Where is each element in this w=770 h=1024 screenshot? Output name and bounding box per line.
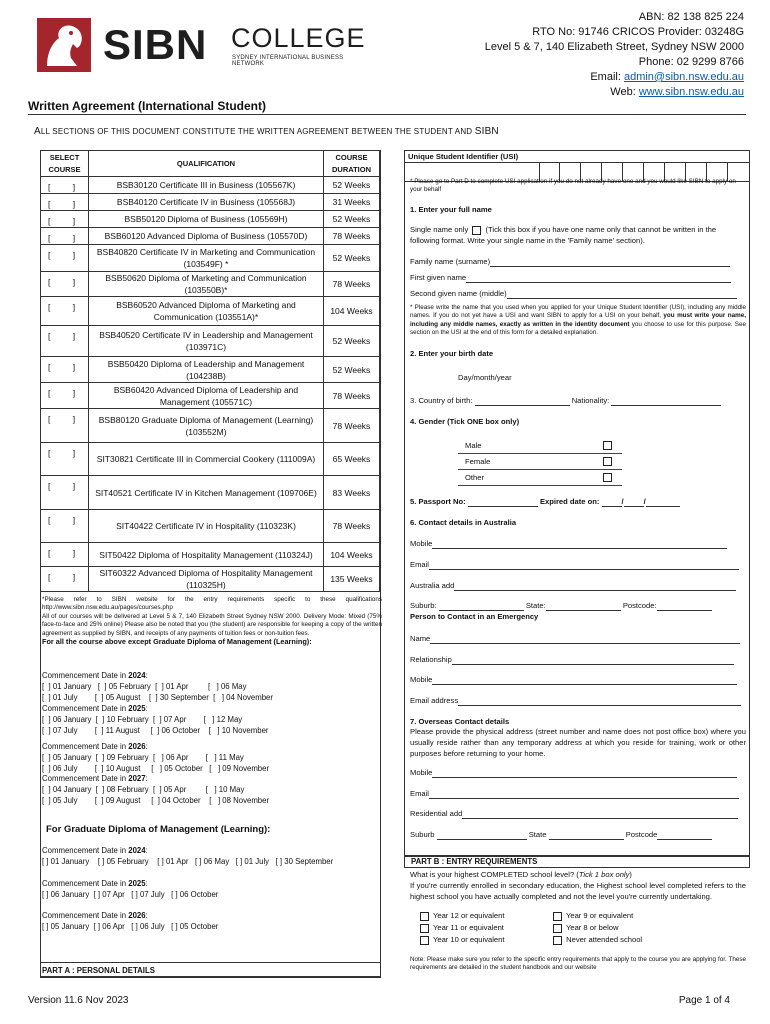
logo-college: COLLEGE — [231, 23, 366, 53]
duration-cell: 52 Weeks — [324, 357, 380, 383]
note-all-courses: For all the course above except Graduate Diploma of Management (Learning): — [42, 637, 312, 647]
year11-checkbox[interactable] — [420, 924, 429, 933]
overseas-email-field[interactable]: Email — [410, 788, 746, 799]
commencement-2026[interactable]: Commencement Date in 2026: [ ] 05 January [ ] 09 February [ ] 06 Apr [ ] 11 May [ ] 06 July [ ] 10 August [ ] 05 October [ ] 09 November — [42, 742, 270, 773]
year11-option[interactable]: Year 11 or equivalent — [418, 922, 558, 933]
email-field[interactable]: Email — [410, 559, 746, 570]
qualification-table — [40, 150, 380, 592]
usi-label: Unique Student Identifier (USI) — [408, 152, 519, 161]
select-course-box[interactable]: [ ] — [41, 357, 89, 383]
section-gender: 4. Gender (Tick ONE box only) — [410, 417, 520, 426]
single-name-checkbox[interactable] — [472, 226, 481, 235]
female-checkbox[interactable] — [603, 457, 612, 466]
logo-brand: SIBN — [103, 21, 208, 68]
course-notes — [42, 596, 382, 647]
year8-checkbox[interactable] — [553, 924, 562, 933]
document-title: Written Agreement (International Student) — [28, 99, 267, 113]
web-line — [485, 85, 744, 100]
table-row — [41, 443, 380, 476]
table-row — [41, 228, 380, 245]
year10-option[interactable]: Year 10 or equivalent — [418, 934, 558, 945]
duration-cell: 52 Weeks — [324, 177, 380, 194]
qualification-cell: BSB60520 Advanced Diploma of Marketing and Communication (103551A)* — [89, 297, 324, 326]
duration-cell: 78 Weeks — [324, 409, 380, 443]
address: Level 5 & 7, 140 Elizabeth Street, Sydney NSW 2000 — [484, 41, 744, 53]
emergency-email-field[interactable]: Email address — [410, 695, 746, 706]
overseas-suburb-row[interactable]: Suburb State Postcode — [410, 829, 746, 840]
duration-cell: 31 Weeks — [324, 194, 380, 211]
name-note: * Please write the name that you used when you applied for your Unique Student Identifier (USI), including any middle names. If you do not yet have a USI and want SIBN to apply for a USI on your behalf, you must write your name, including any middle names, exactly as written in the identity document you choose to use for this purpose. See section on the USI at the end of this form for a detailed explanation. — [410, 304, 746, 337]
select-course-box[interactable]: [ ] — [41, 543, 89, 567]
year8-option[interactable]: Year 8 or below — [551, 922, 691, 933]
qualification-cell: BSB40120 Certificate IV in Business (105568J) — [89, 194, 324, 211]
gender-male[interactable]: Male — [458, 438, 622, 454]
qualification-cell: BSB50420 Diploma of Leadership and Management (104238B) — [89, 357, 324, 383]
year12-option[interactable]: Year 12 or equivalent — [418, 910, 558, 921]
note-entry-requirements: *Please refer to SIBN website for the entry requirements specific to these qualifications http://www.sibn.nsw.edu.au/pages/courses.php — [42, 596, 382, 612]
select-course-box[interactable]: [ ] — [41, 567, 89, 592]
qualification-cell: SIT40422 Certificate IV in Hospitality (110323K) — [89, 510, 324, 543]
qualification-cell: BSB50120 Diploma of Business (105569H) — [89, 211, 324, 228]
commencement-2027[interactable]: Commencement Date in 2027: [ ] 04 January [ ] 08 February [ ] 05 Apr [ ] 10 May [ ] 05 July [ ] 09 August [ ] 04 October [ ] 08 November — [42, 774, 270, 805]
usi-note: * Please go to Part D to complete USI application if you do not already have one and you would like SIBN to apply on your behalf — [410, 178, 736, 194]
phone: Phone: 02 9299 8766 — [638, 56, 744, 68]
entry-requirements-note: Note: Please make sure you refer to the specific entry requirements that apply to the course you are applying for. These requirements are detailed in the student handbook and our website — [410, 956, 746, 972]
never-attended-option[interactable]: Never attended school — [551, 934, 691, 945]
part-a-heading: PART A : PERSONAL DETAILS — [40, 962, 380, 977]
first-name-field[interactable]: First given name — [410, 272, 746, 283]
commencement-2024[interactable]: Commencement Date in 2024: [ ] 01 January [ ] 05 February [ ] 01 Apr [ ] 06 May [ ] 01 July [ ] 05 August [ ] 30 September [ ] 04 November — [42, 671, 273, 702]
section-overseas-contact: 7. Overseas Contact details — [410, 717, 510, 726]
rto: RTO No: 91746 CRICOS Provider: 03248G — [532, 26, 744, 38]
suburb-state-row[interactable]: Suburb: State: Postcode: — [410, 600, 746, 611]
qualification-cell: BSB60120 Advanced Diploma of Business (105570D) — [89, 228, 324, 245]
male-checkbox[interactable] — [603, 441, 612, 450]
gdm-commencement-2026[interactable]: Commencement Date in 2026: [ ] 05 January [ ] 06 Apr [ ] 06 July [ ] 05 October — [42, 911, 219, 931]
table-row — [41, 543, 380, 567]
table-row — [41, 383, 380, 409]
horse-head-logo-icon — [33, 14, 95, 76]
select-course-box[interactable]: [ ] — [41, 228, 89, 245]
relationship-field[interactable]: Relationship — [410, 654, 746, 665]
version: Version 11.6 Nov 2023 — [28, 995, 129, 1006]
residential-address-field[interactable]: Residential add — [410, 808, 746, 819]
gender-female[interactable]: Female — [458, 454, 622, 470]
part-b-heading: PART B : ENTRY REQUIREMENTS — [404, 856, 750, 868]
page-number: Page 1 of 4 — [678, 995, 730, 1006]
select-course-box[interactable]: [ ] — [41, 272, 89, 297]
gender-other[interactable]: Other — [458, 470, 622, 486]
gdm-title: For Graduate Diploma of Management (Learning): — [46, 824, 271, 835]
commencement-2025[interactable]: Commencement Date in 2025: [ ] 06 January [ ] 10 February [ ] 07 Apr [ ] 12 May [ ] 07 July [ ] 11 August [ ] 06 October [ ] 10 November — [42, 704, 269, 735]
title-divider — [28, 114, 746, 115]
select-course-box[interactable]: [ ] — [41, 326, 89, 357]
select-course-box[interactable]: [ ] — [41, 211, 89, 228]
qualification-cell: BSB30120 Certificate III in Business (105567K) — [89, 177, 324, 194]
duration-cell: 78 Weeks — [324, 228, 380, 245]
table-row — [41, 567, 380, 592]
duration-cell: 78 Weeks — [324, 272, 380, 297]
school-level-text: If you're currently enrolled in secondary education, the Highest school level completed refers to the highest school you have actually completed and not the level you're currently undertaking. — [410, 881, 746, 901]
table-row — [41, 245, 380, 272]
duration-cell: 104 Weeks — [324, 297, 380, 326]
logo-network: SYDNEY INTERNATIONAL BUSINESS NETWORK — [232, 55, 344, 67]
select-course-box[interactable]: [ ] — [41, 194, 89, 211]
select-course-box[interactable]: [ ] — [41, 476, 89, 510]
year12-checkbox[interactable] — [420, 912, 429, 921]
select-course-box[interactable]: [ ] — [41, 443, 89, 476]
section-birth-date: 2. Enter your birth date — [410, 349, 494, 358]
table-row — [41, 211, 380, 228]
web-label: Web: — [610, 86, 639, 98]
qualification-cell: SIT50422 Diploma of Hospitality Management (110324J) — [89, 543, 324, 567]
table-row — [41, 272, 380, 297]
table-row — [41, 409, 380, 443]
overseas-instructions: Please provide the physical address (street number and name does not post office box) where you usually reside rather than any temporary address at which you reside for training, work or other purposes before returning to your home. — [410, 727, 746, 758]
col-duration: COURSE DURATION — [324, 151, 380, 177]
school-level-question: What is your highest COMPLETED school level? (Tick 1 box only) — [410, 870, 632, 879]
year10-checkbox[interactable] — [420, 936, 429, 945]
qualification-cell: BSB60420 Advanced Diploma of Leadership and Management (105571C) — [89, 383, 324, 409]
col-qualification: QUALIFICATION — [89, 151, 324, 177]
duration-cell: 52 Weeks — [324, 245, 380, 272]
duration-cell: 52 Weeks — [324, 211, 380, 228]
mobile-field[interactable]: Mobile — [410, 538, 746, 549]
select-course-box[interactable]: [ ] — [41, 177, 89, 194]
select-course-box[interactable]: [ ] — [41, 510, 89, 543]
table-row — [41, 357, 380, 383]
country-nationality-row[interactable]: 3. Country of birth: Nationality: — [410, 395, 746, 406]
table-row — [41, 194, 380, 211]
table-row — [41, 510, 380, 543]
qualification-cell: BSB40520 Certificate IV in Leadership and Management (103971C) — [89, 326, 324, 357]
duration-cell: 78 Weeks — [324, 510, 380, 543]
emergency-contact-heading: Person to Contact in an Emergency — [410, 612, 539, 621]
table-header-row — [41, 151, 380, 177]
duration-cell: 52 Weeks — [324, 326, 380, 357]
contact-header — [485, 10, 744, 100]
col-select: SELECT COURSE — [41, 151, 89, 177]
qualification-cell: SIT40521 Certificate IV in Kitchen Management (109706E) — [89, 476, 324, 510]
year9-checkbox[interactable] — [553, 912, 562, 921]
table-row — [41, 297, 380, 326]
select-course-box[interactable]: [ ] — [41, 383, 89, 409]
duration-cell: 65 Weeks — [324, 443, 380, 476]
other-checkbox[interactable] — [603, 473, 612, 482]
qualification-cell: SIT30821 Certificate III in Commercial Cookery (111009A) — [89, 443, 324, 476]
table-row — [41, 326, 380, 357]
duration-cell: 135 Weeks — [324, 567, 380, 592]
duration-cell: 78 Weeks — [324, 383, 380, 409]
select-course-box[interactable]: [ ] — [41, 297, 89, 326]
all-sections-note: ALL SECTIONS OF THIS DOCUMENT CONSTITUTE THE WRITTEN AGREEMENT BETWEEN THE STUDENT AND SIBN — [34, 126, 499, 137]
single-name-row: Single name only (Tick this box if you have one name only that cannot be written in the following format. Write your single name in the 'Family name' section). — [410, 225, 717, 245]
select-course-box[interactable]: [ ] — [41, 409, 89, 443]
select-course-box[interactable]: [ ] — [41, 245, 89, 272]
table-row — [41, 476, 380, 510]
duration-cell: 104 Weeks — [324, 543, 380, 567]
overseas-mobile-field[interactable]: Mobile — [410, 767, 746, 778]
email-label: Email: — [590, 71, 624, 83]
email-link[interactable]: admin@sibn.nsw.edu.au — [623, 71, 744, 83]
gdm-commencement-2024[interactable]: Commencement Date in 2024: [ ] 01 January [ ] 05 February [ ] 01 Apr [ ] 06 May [ ] 01 July [ ] 30 September — [42, 846, 334, 866]
emergency-mobile-field[interactable]: Mobile — [410, 674, 746, 685]
australia-address-field[interactable]: Australia add — [410, 580, 746, 591]
passport-row[interactable]: 5. Passport No: Expired date on: / / — [410, 496, 746, 507]
gdm-commencement-2025[interactable]: Commencement Date in 2025: [ ] 06 January [ ] 07 Apr [ ] 07 July [ ] 06 October — [42, 879, 219, 899]
email-line — [485, 70, 744, 85]
qualification-cell: BSB80120 Graduate Diploma of Management (Learning) (103552M) — [89, 409, 324, 443]
abn: ABN: 82 138 825 224 — [638, 11, 744, 23]
qualification-cell: SIT60322 Advanced Diploma of Hospitality Management (110325H) — [89, 567, 324, 592]
emergency-name-field[interactable]: Name — [410, 633, 746, 644]
table-row — [41, 177, 380, 194]
second-name-field[interactable]: Second given name (middle) — [410, 288, 746, 299]
web-link[interactable]: www.sibn.nsw.edu.au — [638, 86, 744, 98]
never-attended-checkbox[interactable] — [553, 936, 562, 945]
qualification-cell: BSB50620 Diploma of Marketing and Communication (103550B)* — [89, 272, 324, 297]
duration-cell: 83 Weeks — [324, 476, 380, 510]
note-delivery: All of our courses will be delivered at Level 5 & 7, 140 Elizabeth Street Sydney NSW 2000. Delivery Mode: Mixed (75% face-to-face and 25% online) Please also be noted that you (the student) are responsible for keeping a copy of the written agreement as supplied by SIBN, and receipts of any payments of tuition fees or non-tuition fees. — [42, 612, 382, 637]
birth-date-format[interactable]: Day/month/year — [458, 373, 512, 382]
section-contact-australia: 6. Contact details in Australia — [410, 518, 517, 527]
section-full-name: 1. Enter your full name — [410, 205, 492, 214]
sibn-logo — [33, 14, 373, 78]
year9-option[interactable]: Year 9 or equivalent — [551, 910, 691, 921]
family-name-field[interactable]: Family name (surname) — [410, 256, 746, 267]
qualification-cell: BSB40820 Certificate IV in Marketing and Communication (103549F) * — [89, 245, 324, 272]
